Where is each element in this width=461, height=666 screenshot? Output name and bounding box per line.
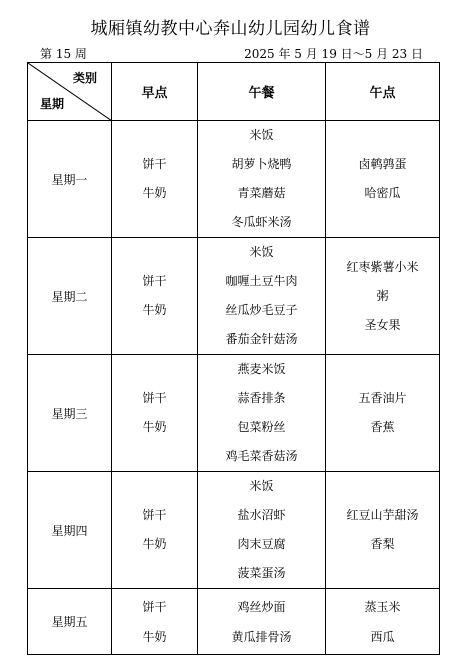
snack-cell	[326, 121, 440, 238]
menu-item: 饼干	[142, 599, 167, 614]
menu-item: 红枣紫薯小米	[346, 259, 419, 274]
table-row	[28, 121, 440, 238]
breakfast-cell	[112, 589, 198, 655]
menu-item: 菠菜蛋汤	[237, 566, 286, 580]
menu-item: 鸡毛菜香菇汤	[225, 449, 298, 463]
menu-item: 冬瓜虾米汤	[231, 215, 292, 229]
menu-item: 蒜香排条	[237, 391, 286, 405]
menu-item: 蒸玉米	[364, 599, 401, 614]
lunch-cell	[198, 355, 326, 472]
menu-item: 西瓜	[370, 629, 395, 644]
menu-item: 牛奶	[142, 186, 167, 200]
menu-item: 卤鹌鹑蛋	[358, 157, 407, 171]
menu-item: 饼干	[142, 391, 167, 405]
menu-item: 包菜粉丝	[237, 420, 286, 434]
breakfast-cell	[112, 472, 198, 589]
week-label: 第 15 周	[40, 47, 87, 61]
day-name: 星期四	[28, 472, 112, 589]
snack-cell	[326, 355, 440, 472]
snack-cell	[326, 238, 440, 355]
menu-item: 红豆山芋甜汤	[346, 508, 419, 522]
breakfast-cell	[112, 121, 198, 238]
snack-cell	[326, 472, 440, 589]
lunch-cell	[198, 238, 326, 355]
menu-item: 牛奶	[142, 629, 167, 644]
menu-item: 燕麦米饭	[237, 362, 286, 376]
table-row	[28, 589, 440, 655]
menu-item: 咖喱土豆牛肉	[225, 274, 298, 288]
menu-item: 牛奶	[142, 537, 167, 551]
menu-item: 牛奶	[142, 420, 167, 434]
header-snack: 午点	[326, 63, 440, 121]
menu-item: 香梨	[370, 537, 395, 551]
header-breakfast: 早点	[112, 63, 198, 121]
menu-item: 饼干	[142, 274, 167, 288]
diagonal-line	[28, 63, 112, 121]
menu-item: 五香油片	[358, 391, 407, 405]
breakfast-cell	[112, 238, 198, 355]
header-category: 类别	[72, 71, 97, 85]
page-title: 城厢镇幼教中心奔山幼儿园幼儿食谱	[90, 19, 371, 39]
menu-item: 哈密瓜	[364, 186, 401, 200]
breakfast-cell	[112, 355, 198, 472]
menu-table	[27, 62, 440, 655]
menu-item: 番茄金针菇汤	[225, 332, 298, 346]
table-row	[28, 355, 440, 472]
header-diagonal-cell	[28, 63, 112, 121]
date-range: 2025 年 5 月 19 日～5 月 23 日	[244, 47, 423, 61]
menu-item: 肉末豆腐	[237, 537, 286, 551]
day-name: 星期三	[28, 355, 112, 472]
header-weekday: 星期	[40, 97, 65, 111]
menu-item: 圣女果	[364, 317, 401, 332]
lunch-cell	[198, 472, 326, 589]
day-name: 星期二	[28, 238, 112, 355]
menu-item: 牛奶	[142, 303, 167, 317]
lunch-cell	[198, 589, 326, 655]
menu-item: 香蕉	[370, 420, 395, 434]
table-row	[28, 238, 440, 355]
table-row	[28, 472, 440, 589]
menu-item: 米饭	[249, 128, 274, 142]
snack-cell	[326, 589, 440, 655]
menu-item: 米饭	[249, 245, 274, 259]
menu-item: 粥	[376, 288, 389, 303]
header-row	[28, 63, 440, 121]
menu-item: 黄瓜排骨汤	[231, 629, 292, 644]
menu-item: 米饭	[249, 479, 274, 493]
header-lunch: 午餐	[198, 63, 326, 121]
menu-item: 青菜蘑菇	[237, 186, 286, 200]
day-name: 星期一	[28, 121, 112, 238]
menu-item: 盐水沼虾	[237, 508, 286, 522]
menu-item: 饼干	[142, 157, 167, 171]
menu-item: 丝瓜炒毛豆子	[225, 303, 298, 317]
menu-item: 胡萝卜烧鸭	[231, 157, 292, 171]
menu-item: 鸡丝炒面	[237, 599, 286, 614]
menu-item: 饼干	[142, 508, 167, 522]
day-name: 星期五	[28, 589, 112, 655]
lunch-cell	[198, 121, 326, 238]
